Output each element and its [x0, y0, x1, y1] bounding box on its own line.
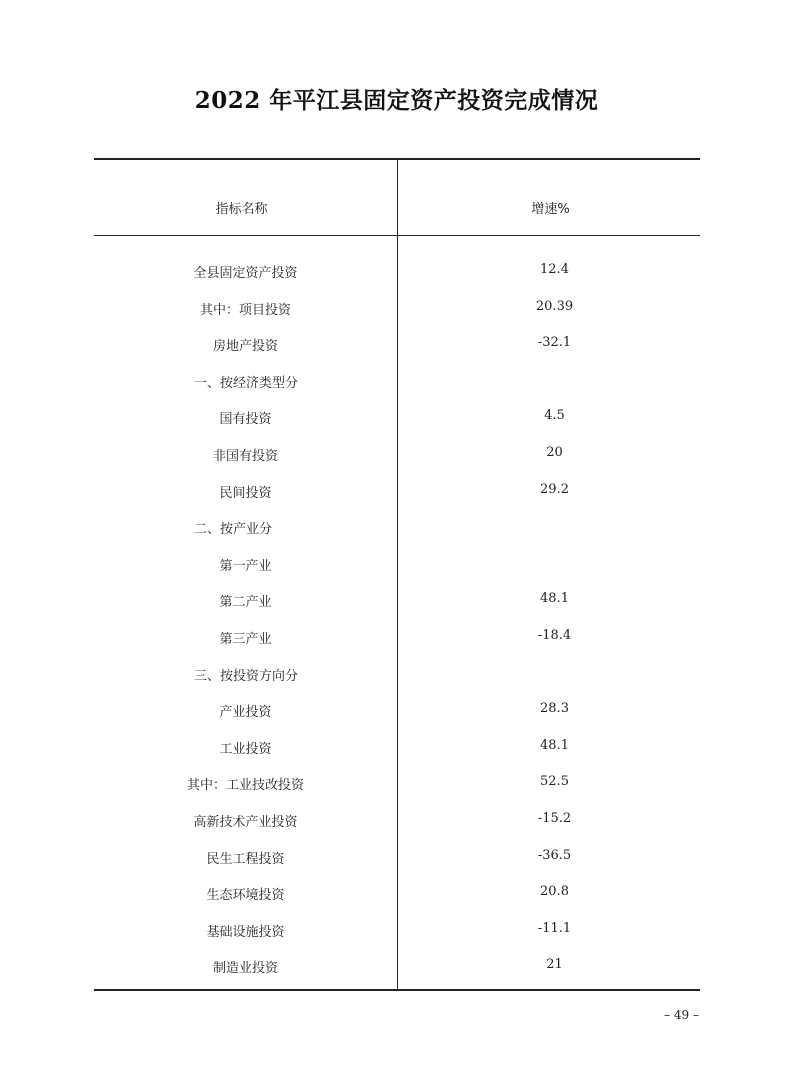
growth-value: -15.2 [537, 810, 572, 826]
indicator-name: 产业投资 [219, 705, 272, 721]
indicator-name: 非国有投资 [212, 448, 278, 464]
growth-value: 52.5 [540, 774, 569, 790]
table-row [94, 764, 700, 801]
growth-value: -36.5 [537, 847, 572, 863]
table-row [94, 947, 700, 984]
table-row [94, 398, 700, 435]
indicator-name: 基础设施投资 [206, 924, 285, 940]
table-row [94, 801, 700, 838]
table-row [94, 728, 700, 765]
growth-value: -11.1 [537, 920, 572, 936]
growth-value: 20.39 [535, 298, 574, 314]
table-row [94, 618, 700, 655]
table-row [94, 508, 700, 545]
table-row [94, 838, 700, 875]
table-header [94, 158, 700, 236]
growth-value: 12.4 [540, 262, 569, 277]
indicator-name: 房地产投资 [212, 339, 278, 355]
indicator-name: 第二产业 [219, 595, 272, 611]
indicator-name: 第一产业 [219, 558, 272, 574]
growth-value: 20 [546, 444, 563, 460]
growth-value: 29.2 [540, 481, 569, 497]
indicator-name: 一、按经济类型分 [194, 375, 299, 391]
growth-value: 48.1 [540, 737, 569, 753]
table-row [94, 911, 700, 948]
table-row [94, 874, 700, 911]
indicator-name: 二、按产业分 [194, 522, 273, 538]
table-row [94, 655, 700, 692]
table-row [94, 362, 700, 399]
growth-value: 21 [546, 957, 563, 973]
table-row [94, 289, 700, 326]
page-number: – 49 – [664, 1008, 699, 1022]
growth-value: -32.1 [537, 335, 572, 351]
table-row [94, 252, 700, 289]
growth-value: 20.8 [540, 884, 569, 900]
column-header-name: 指标名称 [215, 202, 268, 217]
growth-value: -18.4 [537, 627, 572, 643]
indicator-name: 其中：项目投资 [199, 302, 291, 318]
growth-value: 4.5 [544, 408, 565, 424]
indicator-name: 第三产业 [219, 631, 272, 647]
table-row [94, 435, 700, 472]
indicator-name: 国有投资 [219, 412, 272, 428]
indicator-name: 三、按投资方向分 [194, 668, 299, 684]
growth-value: 48.1 [540, 591, 569, 607]
indicator-name: 其中：工业技改投资 [186, 778, 304, 794]
table-row [94, 581, 700, 618]
table-body [94, 252, 700, 984]
investment-table [94, 158, 700, 992]
table-row [94, 545, 700, 582]
table-row [94, 472, 700, 509]
indicator-name: 民间投资 [219, 485, 272, 501]
indicator-name: 全县固定资产投资 [193, 266, 298, 281]
column-header-growth: 增速% [531, 202, 570, 217]
indicator-name: 制造业投资 [212, 961, 278, 977]
indicator-name: 民生工程投资 [206, 851, 285, 867]
indicator-name: 生态环境投资 [206, 888, 285, 904]
growth-value: 28.3 [540, 701, 569, 717]
table-row [94, 325, 700, 362]
indicator-name: 高新技术产业投资 [193, 814, 298, 830]
indicator-name: 工业投资 [219, 741, 272, 757]
table-row [94, 691, 700, 728]
page-title: 2022 年平江县固定资产投资完成情况 [194, 87, 599, 114]
